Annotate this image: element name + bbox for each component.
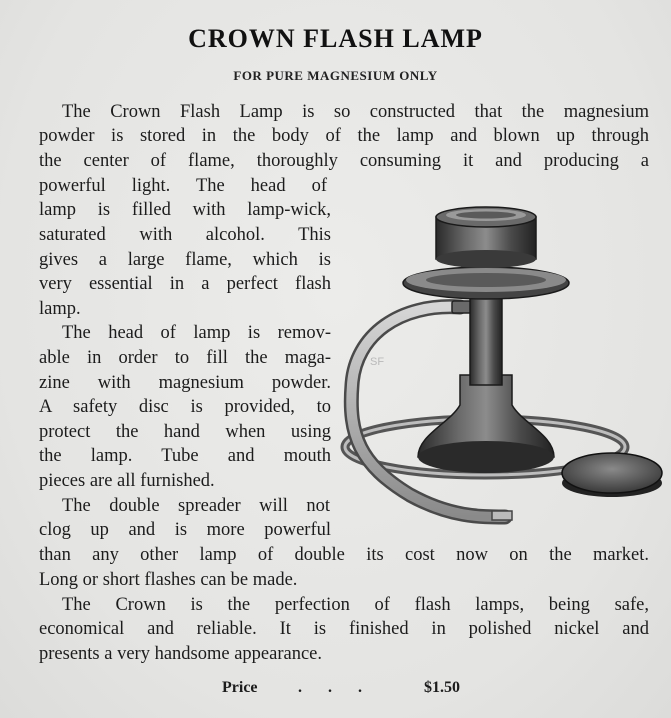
body-line: powerful light. The head of bbox=[39, 176, 327, 196]
body-line: clog up and is more powerful bbox=[39, 520, 331, 540]
body-line: Long or short flashes can be made. bbox=[39, 570, 298, 590]
body-line: pieces are all furnished. bbox=[39, 471, 215, 491]
body-line: zine with magnesium powder. bbox=[39, 373, 331, 393]
body-line: The double spreader will not bbox=[62, 496, 330, 516]
body-line: the center of flame, thoroughly consuming it and producing a bbox=[39, 151, 649, 171]
body-line: powder is stored in the body of the lamp and blown up through bbox=[39, 126, 649, 146]
body-line: The Crown Flash Lamp is so constructed that the magnesium bbox=[62, 102, 649, 122]
body-line: economical and reliable. It is finished in polished nickel and bbox=[39, 619, 649, 639]
body-line: able in order to fill the maga- bbox=[39, 348, 331, 368]
body-line: very essential in a perfect flash bbox=[39, 274, 331, 294]
body-line: than any other lamp of double its cost now on the market. bbox=[39, 545, 649, 565]
flash-lamp-illustration bbox=[340, 195, 670, 535]
body-line: the lamp. Tube and mouth bbox=[39, 446, 331, 466]
page-subtitle: FOR PURE MAGNESIUM ONLY bbox=[233, 68, 438, 83]
page-title: CROWN FLASH LAMP bbox=[188, 24, 483, 53]
body-line: saturated with alcohol. This bbox=[39, 225, 331, 245]
body-line: lamp is filled with lamp-wick, bbox=[39, 200, 331, 220]
body-line: presents a very handsome appearance. bbox=[39, 644, 323, 664]
price-value: $1.50 bbox=[424, 679, 460, 696]
price-leader-dots: . . . bbox=[298, 679, 363, 696]
price-label: Price bbox=[222, 679, 258, 696]
body-line: A safety disc is provided, to bbox=[39, 397, 331, 417]
body-line: protect the hand when using bbox=[39, 422, 331, 442]
body-line: gives a large flame, which is bbox=[39, 250, 331, 270]
body-line: lamp. bbox=[39, 299, 81, 319]
body-line: The head of lamp is remov- bbox=[62, 323, 331, 343]
body-line: The Crown is the perfection of flash lamps, being safe, bbox=[62, 595, 649, 615]
watermark-text: SF bbox=[370, 356, 385, 368]
